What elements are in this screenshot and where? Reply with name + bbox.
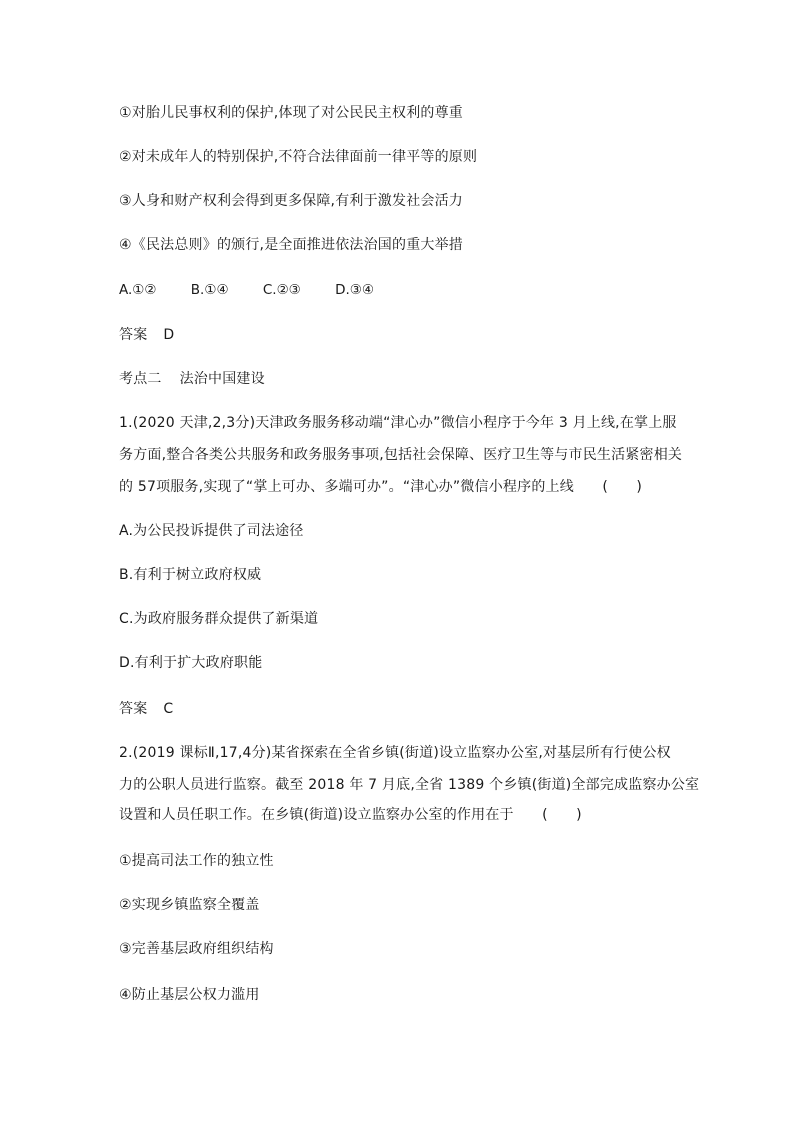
- question-1-line-1: 1.(2020 天津,2,3分)天津政务服务移动端“津心办”微信小程序于今年 3 月上线,在掌上服: [119, 415, 677, 431]
- statement-2: ②对未成年人的特别保护,不符合法律面前一律平等的原则: [119, 149, 478, 165]
- answer-question-1: [119, 699, 173, 719]
- question-1-choice-a: A.为公民投诉提供了司法途径: [119, 523, 304, 539]
- option-a: A.①②: [119, 282, 157, 298]
- option-c: C.②③: [262, 282, 301, 298]
- question-2-line-2: 力的公职人员进行监察。截至 2018 年 7 月底,全省 1389 个乡镇(街道)全部完成监察办公室: [119, 777, 700, 793]
- answer-block1: [119, 325, 174, 345]
- answer-label: 答案: [119, 701, 148, 717]
- question-2-statement-2: ②实现乡镇监察全覆盖: [119, 897, 260, 913]
- question-2-line-1: 2.(2019 课标Ⅱ,17,4分)某省探索在全省乡镇(街道)设立监察办公室,对基层所有行使公权: [119, 745, 671, 761]
- question-1-choice-b: B.有利于树立政府权威: [119, 567, 262, 583]
- section-heading: [119, 369, 265, 389]
- question-2-line-3: 设置和人员任职工作。在乡镇(街道)设立监察办公室的作用在于 ( ): [119, 807, 582, 823]
- question-1-choice-d: D.有利于扩大政府职能: [119, 655, 263, 671]
- section-title: 法治中国建设: [179, 371, 265, 387]
- option-b: B.①④: [190, 282, 229, 298]
- answer-value: D: [163, 327, 175, 343]
- question-1-line-3: 的 57项服务,实现了“掌上可办、多端可办”。“津心办”微信小程序的上线 ( ): [119, 479, 643, 495]
- answer-options: [119, 280, 404, 300]
- option-d: D.③④: [335, 282, 374, 298]
- question-1-choice-c: C.为政府服务群众提供了新渠道: [119, 611, 319, 627]
- statement-4: ④《民法总则》的颁行,是全面推进依法治国的重大举措: [119, 237, 463, 253]
- statement-3: ③人身和财产权利会得到更多保障,有利于激发社会活力: [119, 193, 463, 209]
- question-2-statement-3: ③完善基层政府组织结构: [119, 941, 274, 957]
- section-label: 考点二: [119, 371, 162, 387]
- statement-1: ①对胎儿民事权利的保护,体现了对公民民主权利的尊重: [119, 105, 463, 121]
- answer-value: C: [163, 701, 174, 717]
- question-1-line-2: 务方面,整合各类公共服务和政务服务事项,包括社会保障、医疗卫生等与市民生活紧密相关: [119, 447, 683, 463]
- question-2-statement-1: ①提高司法工作的独立性: [119, 853, 274, 869]
- question-2-statement-4: ④防止基层公权力滥用: [119, 987, 260, 1003]
- answer-label: 答案: [119, 327, 148, 343]
